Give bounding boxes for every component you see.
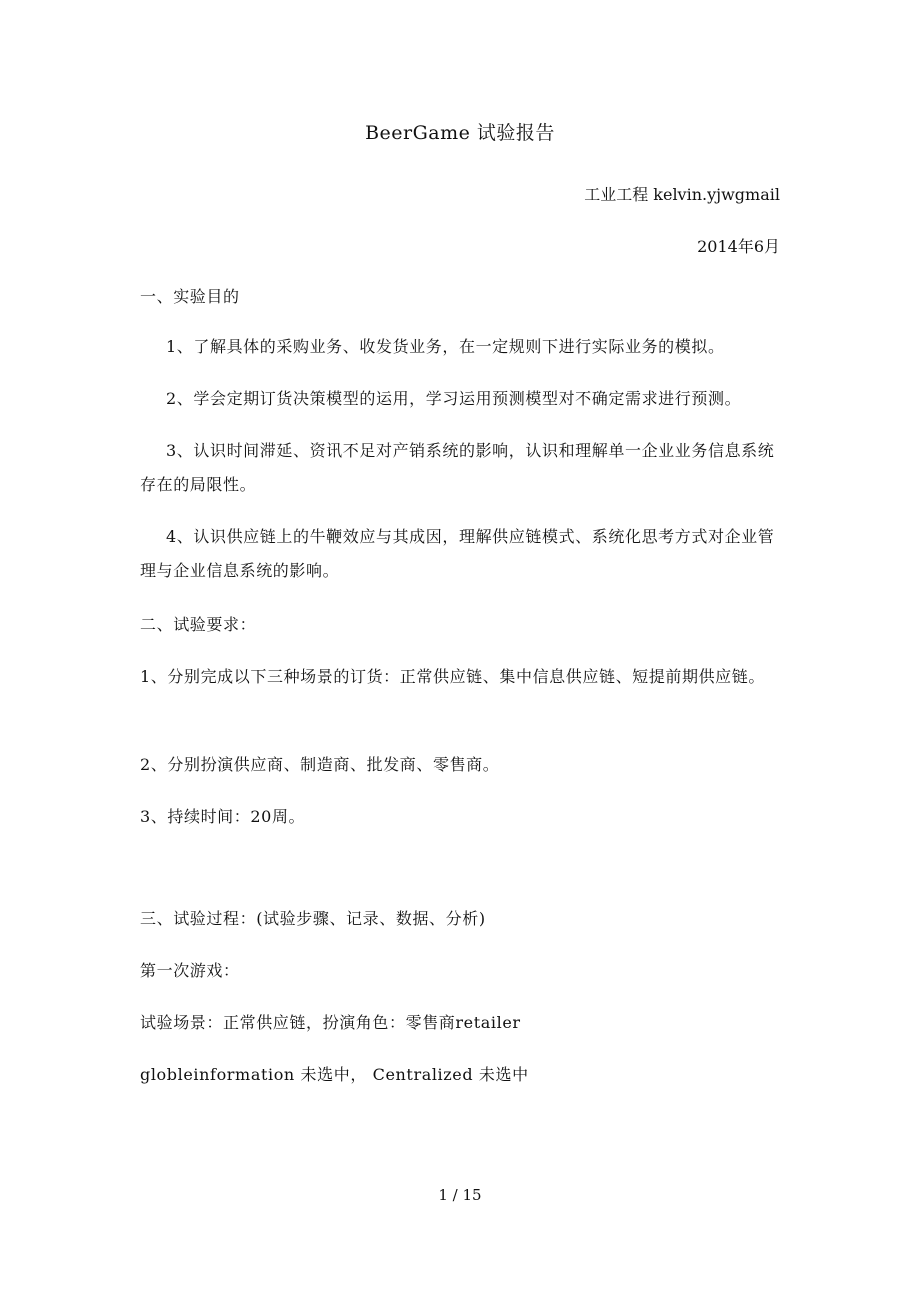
game-heading: 第一次游戏： [140,961,240,980]
requirement-item-2: 2、分别扮演供应商、制造商、批发商、零售商。 [140,755,500,774]
requirement-item-1: 1、分别完成以下三种场景的订货：正常供应链、集中信息供应链、短提前期供应链。 [140,667,765,686]
section-heading-2: 二、试验要求： [140,615,257,634]
purpose-item-4: 4、认识供应链上的牛鞭效应与其成因，理解供应链模式、系统化思考方式对企业管理与企业信息系统的影响。 [140,527,775,580]
purpose-item-3: 3、认识时间滞延、资讯不足对产销系统的影响，认识和理解单一企业业务信息系统存在的局限性。 [140,441,775,494]
section-heading-3: 三、试验过程：(试验步骤、记录、数据、分析) [140,909,486,928]
doc-title: BeerGame 试验报告 [365,122,555,144]
options-line: globleinformation 未选中， Centralized 未选中 [140,1065,529,1084]
page-number: 1 / 15 [438,1186,482,1204]
section-heading-1: 一、实验目的 [140,287,240,306]
purpose-item-1: 1、了解具体的采购业务、收发货业务，在一定规则下进行实际业务的模拟。 [166,337,725,356]
author-line: 工业工程 kelvin.yjwgmail [584,185,780,204]
date-line: 2014年6月 [697,237,780,256]
purpose-item-2: 2、学会定期订货决策模型的运用，学习运用预测模型对不确定需求进行预测。 [166,389,742,408]
requirement-item-3: 3、持续时间：20周。 [140,807,306,826]
scene-line: 试验场景：正常供应链，扮演角色：零售商retailer [140,1013,521,1032]
